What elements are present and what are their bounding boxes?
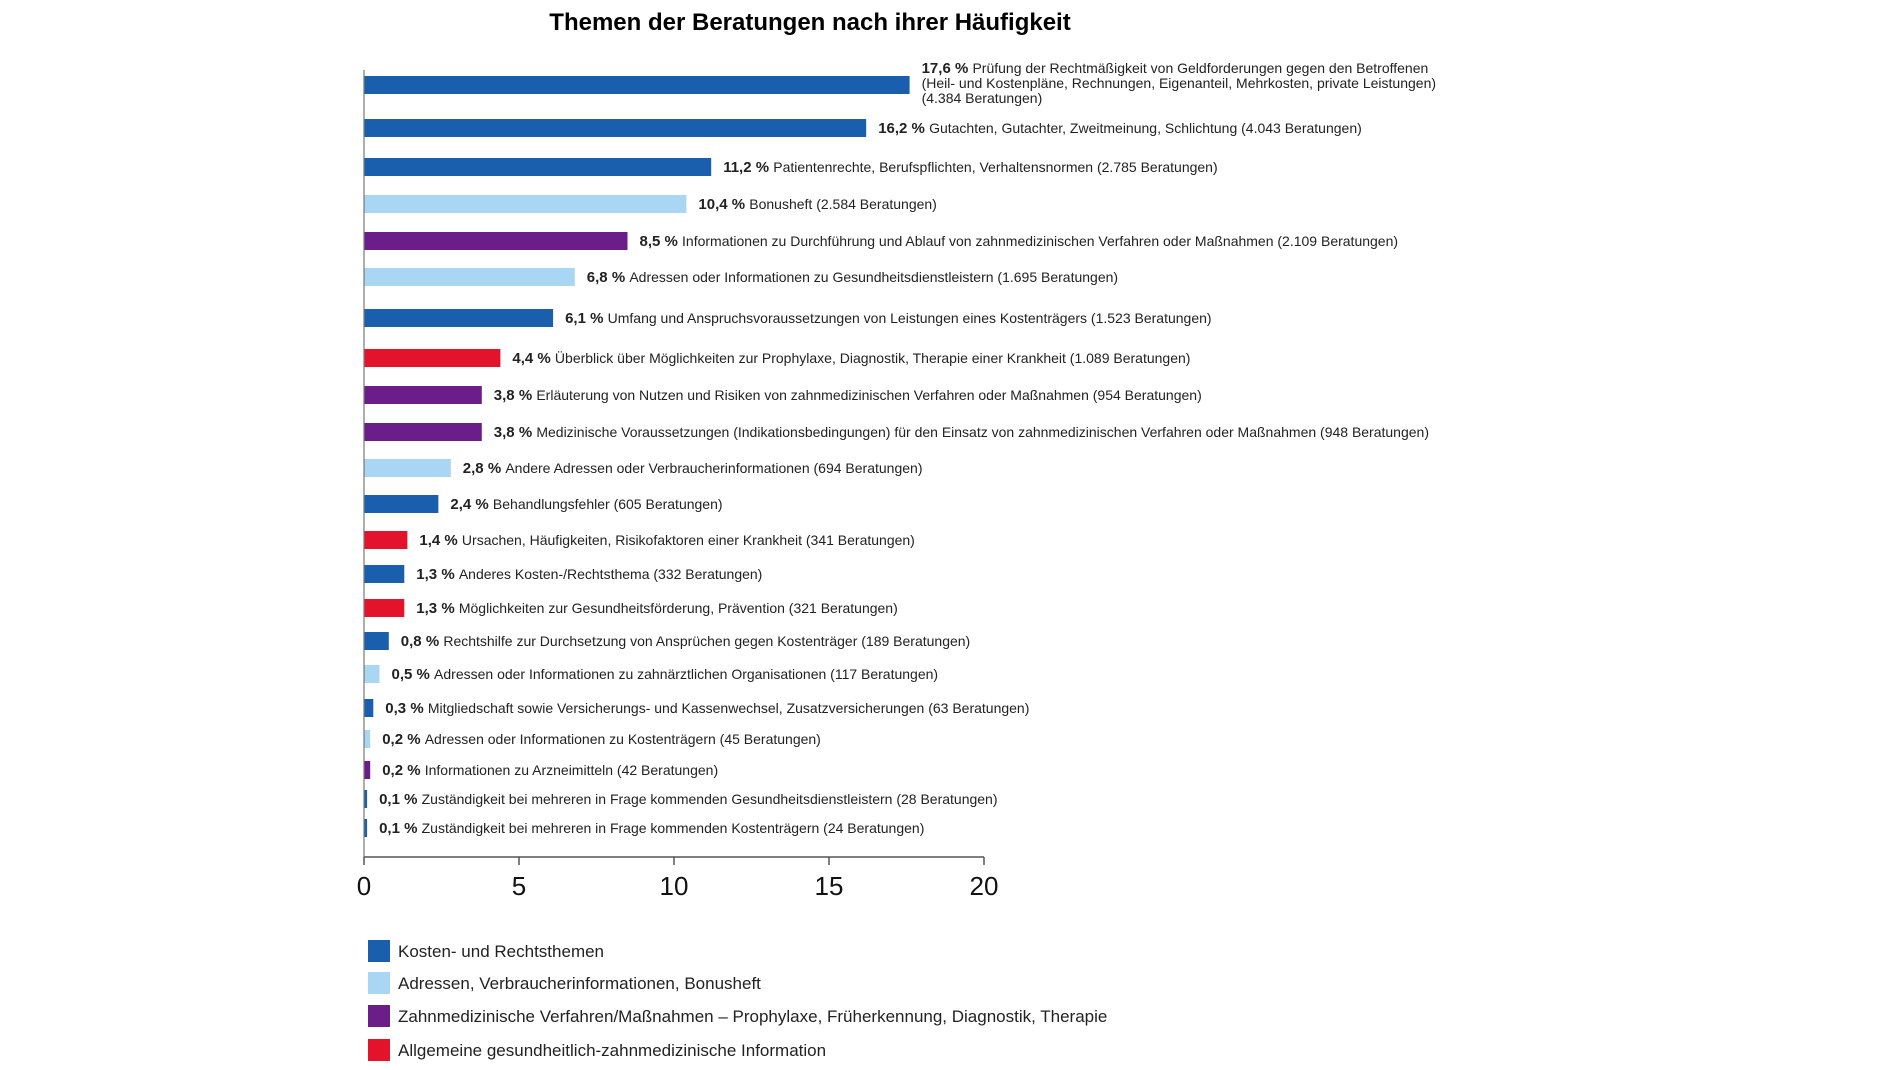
bar-category-label: Rechtshilfe zur Durchsetzung von Ansprüchen gegen Kostenträger (189 Beratungen): [443, 633, 971, 649]
legend-swatch-allgemein: [368, 1039, 390, 1061]
bar-value-label: 1,3 %: [416, 600, 459, 617]
bar-category-label: Adressen oder Informationen zu zahnärztlichen Organisationen (117 Beratungen): [434, 666, 939, 682]
bar-label-4: [698, 196, 936, 213]
bar-category-label: Überblick über Möglichkeiten zur Prophylaxe, Diagnostik, Therapie einer Krankheit (1.089 Beratungen): [554, 350, 1191, 366]
legend-label-verfahren: Zahnmedizinische Verfahren/Maßnahmen – Prophylaxe, Früherkennung, Diagnostik, Therapie: [398, 1007, 1108, 1026]
bar-category-label: Zuständigkeit bei mehreren in Frage kommenden Kostenträgern (24 Beratungen): [421, 820, 925, 836]
bar-label-16: [401, 633, 970, 650]
bar-value-label: 3,8 %: [493, 424, 537, 441]
bar-label-3: [723, 159, 1217, 176]
bar-value-label: 2,8 %: [462, 460, 506, 477]
bar-category-label: Mitgliedschaft sowie Versicherungs- und Kassenwechsel, Zusatzversicherungen (63 Beratungen): [427, 700, 1030, 716]
bar-value-label: 17,6 %: [921, 60, 973, 77]
bar-category-label: Patientenrechte, Berufspflichten, Verhaltensnormen (2.785 Beratungen): [773, 159, 1218, 175]
bar-label-15: [416, 600, 897, 617]
bar-category-label: Anderes Kosten-/Rechtsthema (332 Beratungen): [458, 566, 763, 582]
bar-value-label: 2,4 %: [450, 496, 493, 513]
bar-label-1: [922, 60, 1436, 106]
bar-17: [364, 665, 380, 683]
bar-11: [364, 459, 451, 477]
legend-swatch-verfahren: [368, 1005, 390, 1027]
x-tick-label: 20: [969, 871, 999, 901]
bar-value-label: 0,2 %: [382, 731, 425, 748]
bar-category-label: Bonusheft (2.584 Beratungen): [749, 196, 937, 212]
bar-value-label: 6,8 %: [586, 269, 630, 286]
bar-12: [364, 495, 438, 513]
bar-7: [364, 309, 553, 327]
bar-8: [364, 349, 500, 367]
bar-label-22: [379, 820, 924, 837]
legend-swatch-kosten: [368, 940, 390, 962]
bar-2: [364, 119, 866, 137]
legend-label-kosten: Kosten- und Rechtsthemen: [398, 942, 605, 961]
bar-label-20: [382, 762, 718, 779]
bar-value-label: 0,2 %: [382, 762, 425, 779]
bar-category-label: Medizinische Voraussetzungen (Indikationsbedingungen) für den Einsatz von zahnmedizinischen Verfahren oder Maßnahmen (948 Beratungen): [536, 424, 1430, 440]
bar-category-label: Umfang und Anspruchsvoraussetzungen von Leistungen eines Kostenträgers (1.523 Beratungen): [607, 310, 1212, 326]
bar-label-13: [419, 532, 914, 549]
bar-label-17: [392, 666, 939, 683]
bar-value-label: 8,5 %: [639, 233, 683, 250]
bar-value-label: 4,4 %: [512, 350, 555, 367]
bar-category-label: Informationen zu Arzneimitteln (42 Beratungen): [424, 762, 719, 778]
bar-category-label-line: (4.384 Beratungen): [921, 90, 1043, 106]
bar-label-2: [878, 120, 1362, 137]
bar-value-label: 0,5 %: [391, 666, 435, 683]
bar-label-14: [416, 566, 762, 583]
bar-6: [364, 268, 575, 286]
bar-label-11: [463, 460, 923, 477]
bar-1: [364, 76, 910, 94]
bar-label-18: [385, 700, 1029, 717]
bar-label-7: [565, 310, 1211, 327]
bar-3: [364, 158, 711, 176]
bar-category-label: Gutachten, Gutachter, Zweitmeinung, Schlichtung (4.043 Beratungen): [929, 120, 1362, 136]
bars-layer: [364, 60, 1436, 837]
bar-category-label: Informationen zu Durchführung und Ablauf von zahnmedizinischen Verfahren oder Maßnahmen (2.109 Beratungen): [682, 233, 1399, 249]
bar-value-label: 1,3 %: [416, 566, 459, 583]
bar-18: [364, 699, 373, 717]
bar-label-19: [382, 731, 821, 748]
bar-label-8: [512, 349, 1190, 367]
bar-category-label-line: (Heil- und Kostenpläne, Rechnungen, Eigenanteil, Mehrkosten, private Leistungen): [921, 75, 1437, 91]
bar-value-label: 0,1 %: [379, 791, 422, 808]
bar-category-label: Zuständigkeit bei mehreren in Frage kommenden Gesundheitsdienstleistern (28 Beratungen): [421, 791, 998, 807]
bar-label-9: [494, 387, 1202, 404]
bar-value-label: 0,8 %: [400, 633, 444, 650]
bar-value-label: 10,4 %: [698, 196, 750, 213]
bar-label-6: [587, 269, 1118, 286]
bar-value-label: 1,4 %: [419, 532, 462, 549]
bar-category-label: Adressen oder Informationen zu Gesundheitsdienstleistern (1.695 Beratungen): [629, 269, 1119, 285]
x-tick-label: 5: [511, 871, 527, 901]
bar-label-12: [450, 496, 722, 513]
bar-category-label: Ursachen, Häufigkeiten, Risikofaktoren einer Krankheit (341 Beratungen): [461, 532, 915, 548]
legend: [368, 940, 1107, 1061]
bar-5: [364, 232, 628, 250]
bar-value-label: 11,2 %: [723, 159, 774, 176]
bar-category-label: Behandlungsfehler (605 Beratungen): [492, 496, 723, 512]
bar-15: [364, 599, 404, 617]
bar-label-10: [494, 424, 1429, 441]
bar-category-label: Erläuterung von Nutzen und Risiken von zahnmedizinischen Verfahren oder Maßnahmen (954 Beratungen): [536, 387, 1202, 403]
bar-label-5: [640, 233, 1399, 250]
bar-category-label: Andere Adressen oder Verbraucherinformationen (694 Beratungen): [505, 460, 923, 476]
bar-value-label: 3,8 %: [493, 387, 537, 404]
bar-category-label: Prüfung der Rechtmäßigkeit von Geldforderungen gegen den Betroffenen: [972, 60, 1429, 76]
x-tick-label: 10: [659, 871, 689, 901]
bar-19: [364, 730, 370, 748]
legend-swatch-adressen: [368, 972, 390, 994]
bar-category-label: Adressen oder Informationen zu Kostenträgern (45 Beratungen): [424, 731, 821, 747]
bar-category-label: Möglichkeiten zur Gesundheitsförderung, Prävention (321 Beratungen): [458, 600, 898, 616]
x-tick-label: 0: [356, 871, 372, 901]
bar-value-label: 16,2 %: [878, 120, 930, 137]
bar-10: [364, 423, 482, 441]
chart-title: Themen der Beratungen nach ihrer Häufigkeit: [549, 9, 1071, 36]
legend-label-adressen: Adressen, Verbraucherinformationen, Bonusheft: [398, 974, 761, 993]
x-tick-label: 15: [814, 871, 844, 901]
bar-13: [364, 531, 407, 549]
bar-value-label: 0,1 %: [379, 820, 422, 837]
bar-value-label: 6,1 %: [565, 310, 608, 327]
legend-label-allgemein: Allgemeine gesundheitlich-zahnmedizinische Information: [398, 1041, 827, 1060]
bar-value-label: 0,3 %: [385, 700, 428, 717]
bar-label-21: [379, 791, 997, 808]
bar-9: [364, 386, 482, 404]
bar-4: [364, 195, 686, 213]
bar-16: [364, 632, 389, 650]
bar-20: [364, 761, 370, 779]
bar-14: [364, 565, 404, 583]
